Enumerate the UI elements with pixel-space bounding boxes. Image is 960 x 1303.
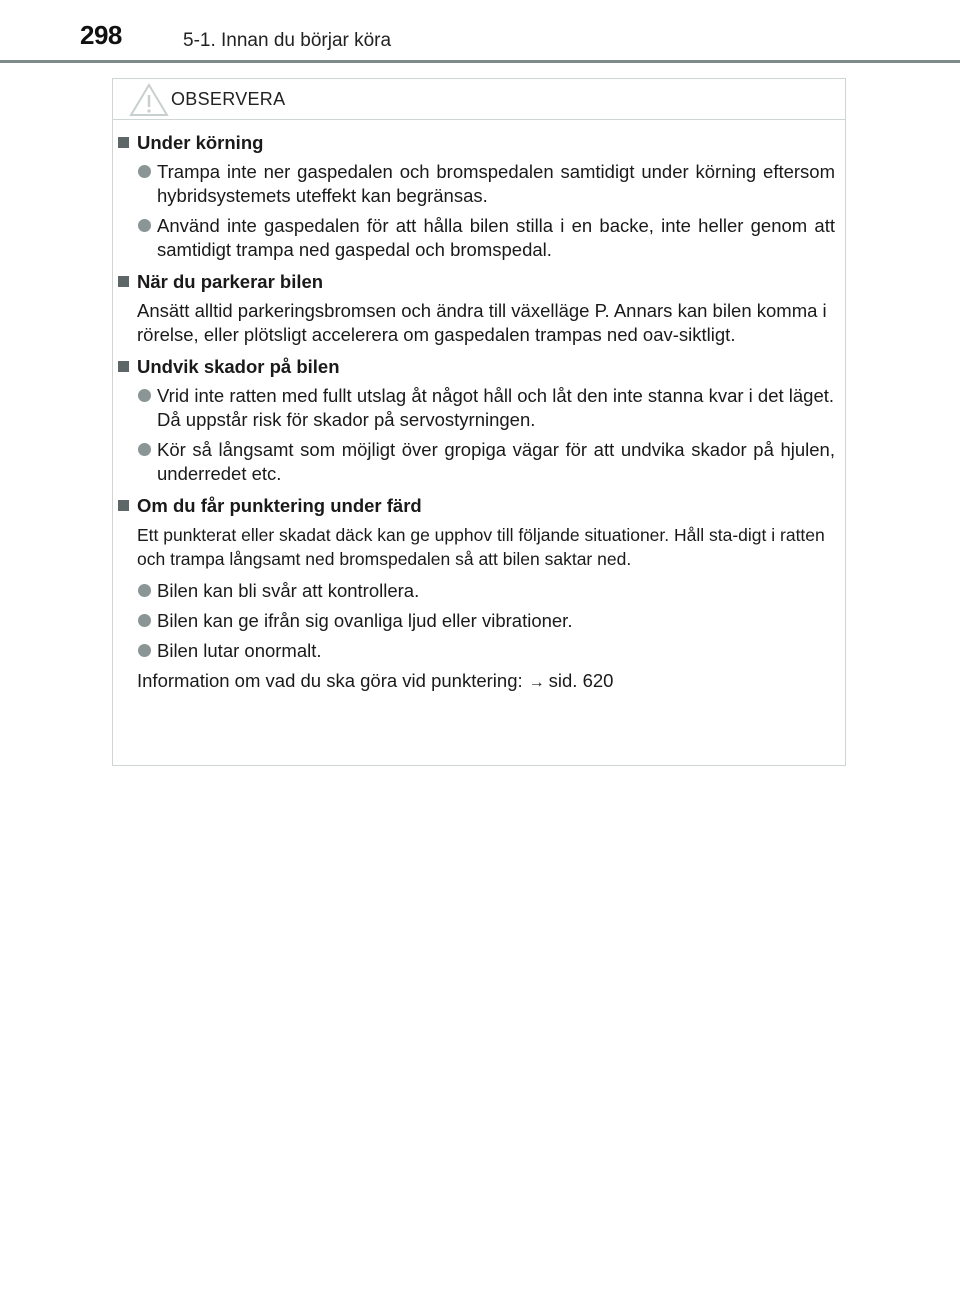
list-item: Bilen kan ge ifrån sig ovanliga ljud eller vibrationer. — [113, 609, 845, 633]
square-bullet-icon — [118, 500, 129, 511]
arrow-right-icon: → — [528, 674, 545, 691]
circle-bullet-icon — [138, 614, 151, 627]
section-undvik-skador — [113, 355, 845, 486]
circle-bullet-icon — [138, 165, 151, 178]
circle-bullet-icon — [138, 443, 151, 456]
list-item: Bilen kan bli svår att kontrollera. — [113, 579, 845, 603]
list-item: Använd inte gaspedalen för att hålla bilen stilla i en backe, inte heller genom att samtidigt trampa ned gaspedal och bromspedal. — [113, 214, 845, 262]
circle-bullet-icon — [138, 584, 151, 597]
list-item-note: Då uppstår risk för skador på servostyrningen. — [157, 409, 536, 430]
list-item: Vrid inte ratten med fullt utslag åt något håll och låt den inte stanna kvar i det läget. Då uppstår risk för skador på servostyrningen. — [113, 384, 845, 432]
list-item: Trampa inte ner gaspedalen och bromspedalen samtidigt under körning eftersom hybridsystemets uteffekt kan begränsas. — [113, 160, 845, 208]
page-header — [0, 0, 960, 64]
section-under-korning — [113, 131, 845, 262]
list-item: Bilen lutar onormalt. — [113, 639, 845, 663]
header-divider — [0, 60, 960, 63]
warning-body — [113, 131, 845, 701]
circle-bullet-icon — [138, 389, 151, 402]
square-bullet-icon — [118, 137, 129, 148]
warning-triangle-icon — [129, 83, 169, 117]
reference-line: Information om vad du ska göra vid punktering: → sid. 620 — [113, 669, 845, 695]
square-bullet-icon — [118, 361, 129, 372]
list-item: Kör så långsamt som möjligt över gropiga vägar för att undvika skador på hjulen, underredet etc. — [113, 438, 845, 486]
warning-header — [113, 79, 845, 120]
section-heading: Undvik skador på bilen — [113, 355, 845, 379]
warning-title: OBSERVERA — [171, 89, 286, 109]
circle-bullet-icon — [138, 644, 151, 657]
section-heading: Under körning — [113, 131, 845, 155]
section-paragraph: Ett punkterat eller skadat däck kan ge upphov till följande situationer. Håll sta-digt i ratten och trampa långsamt ned bromspedalen så att bilen saktar ned. — [137, 525, 825, 569]
section-heading: Om du får punktering under färd — [113, 494, 845, 518]
warning-box — [112, 78, 846, 766]
section-heading: När du parkerar bilen — [113, 270, 845, 294]
section-title: 5-1. Innan du börjar köra — [183, 30, 392, 51]
section-punktering — [113, 494, 845, 695]
page-reference-link[interactable]: sid. 620 — [548, 670, 614, 691]
page-number: 298 — [80, 20, 122, 50]
square-bullet-icon — [118, 276, 129, 287]
section-parkering — [113, 270, 845, 347]
section-paragraph: Ansätt alltid parkeringsbromsen och ändra till växelläge P. Annars kan bilen komma i rörelse, eller plötsligt accelerera om gaspedalen trampas ned oav-siktligt. — [137, 300, 827, 345]
circle-bullet-icon — [138, 219, 151, 232]
